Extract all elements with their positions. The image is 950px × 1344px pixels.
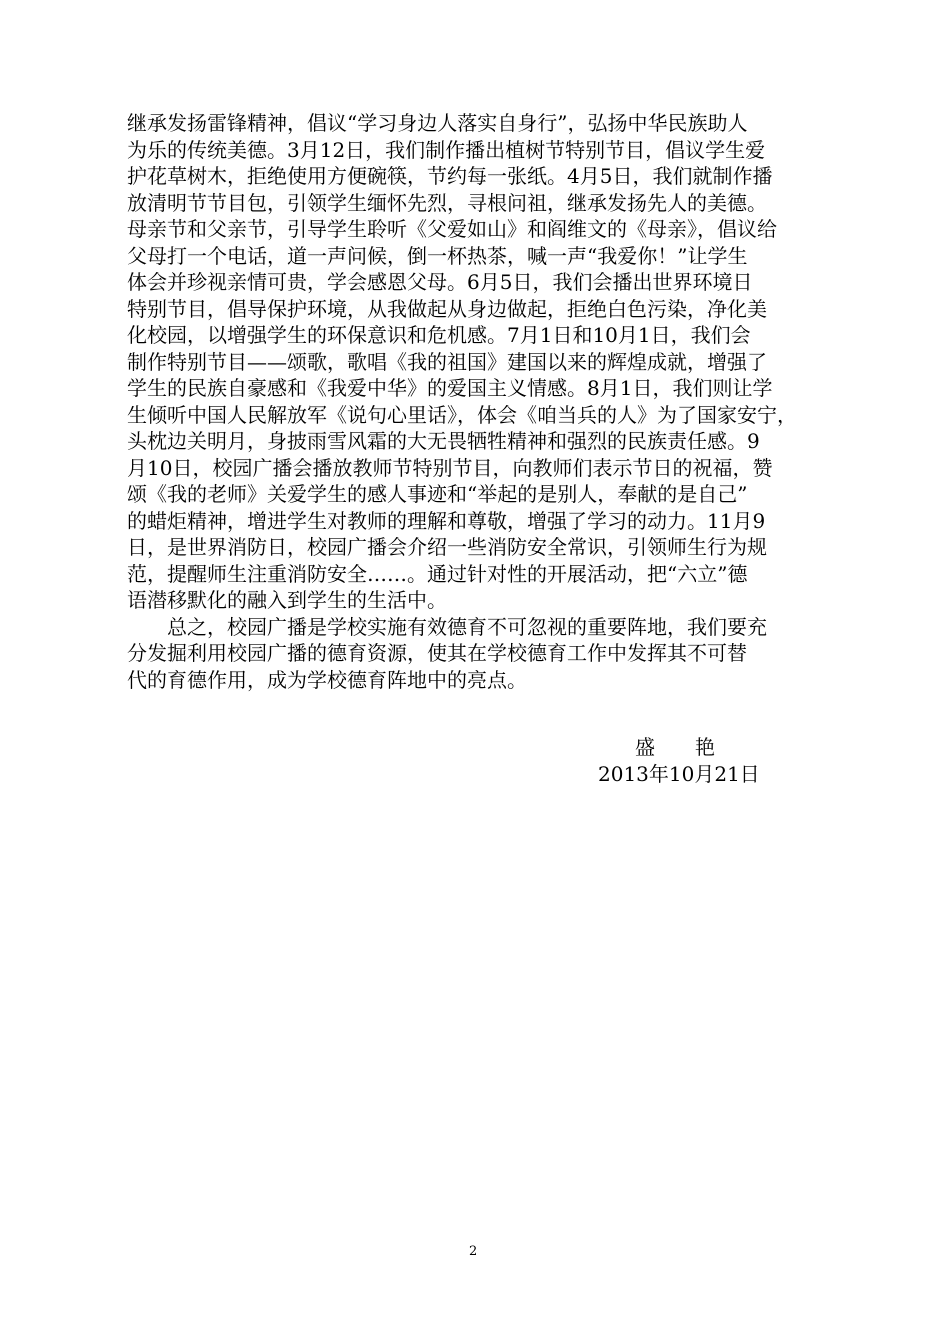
body-text-line: 特别节目，倡导保护环境，从我做起从身边做起，拒绝白色污染，净化美	[127, 297, 767, 321]
body-text-line: 制作特别节目——颂歌，歌唱《我的祖国》建国以来的辉煌成就，增强了	[127, 350, 767, 374]
signature-name: 盛 艳	[635, 735, 715, 759]
body-text-line: 颂《我的老师》关爱学生的感人事迹和“举起的是别人，奉献的是自己”	[127, 482, 748, 506]
body-text-line: 头枕边关明月，身披雨雪风霜的大无畏牺牲精神和强烈的民族责任感。9	[127, 429, 760, 453]
body-text-line: 代的育德作用，成为学校德育阵地中的亮点。	[127, 668, 527, 692]
body-text-line: 的蜡炬精神，增进学生对教师的理解和尊敬，增强了学习的动力。11月9	[127, 509, 766, 533]
body-text-line: 继承发扬雷锋精神，倡议“学习身边人落实自身行”，弘扬中华民族助人	[127, 111, 748, 135]
body-text-line: 化校园，以增强学生的环保意识和危机感。7月1日和10月1日，我们会	[127, 323, 751, 347]
body-text-line: 范，提醒师生注重消防安全……。通过针对性的开展活动，把“六立”德	[127, 562, 748, 586]
body-text-line: 月10日，校园广播会播放教师节特别节目，向教师们表示节日的祝福，赞	[127, 456, 773, 480]
body-text-line: 放清明节节目包，引领学生缅怀先烈，寻根问祖，继承发扬先人的美德。	[127, 191, 767, 215]
body-text-line: 为乐的传统美德。3月12日，我们制作播出植树节特别节目，倡议学生爱	[127, 138, 766, 162]
body-text-line: 生倾听中国人民解放军《说句心里话》，体会《咱当兵的人》为了国家安宁，	[127, 403, 797, 427]
body-text-line: 学生的民族自豪感和《我爱中华》的爱国主义情感。8月1日，我们则让学	[127, 376, 773, 400]
body-text-line: 总之，校园广播是学校实施有效德育不可忽视的重要阵地，我们要充	[127, 615, 767, 639]
signature-date: 2013年10月21日	[598, 762, 760, 786]
body-text-line: 日，是世界消防日，校园广播会介绍一些消防安全常识，引领师生行为规	[127, 535, 767, 559]
body-text-line: 语潜移默化的融入到学生的生活中。	[127, 588, 447, 612]
body-text-line: 母亲节和父亲节，引导学生聆听《父爱如山》和阎维文的《母亲》，倡议给	[127, 217, 777, 241]
page-number: 2	[469, 1244, 478, 1259]
body-text-line: 父母打一个电话，道一声问候，倒一杯热茶，喊一声“我爱你！”让学生	[127, 244, 748, 268]
body-text-line: 护花草树木，拒绝使用方便碗筷，节约每一张纸。4月5日，我们就制作播	[127, 164, 773, 188]
body-text-line: 体会并珍视亲情可贵，学会感恩父母。6月5日，我们会播出世界环境日	[127, 270, 753, 294]
body-text-line: 分发掘利用校园广播的德育资源，使其在学校德育工作中发挥其不可替	[127, 641, 747, 665]
